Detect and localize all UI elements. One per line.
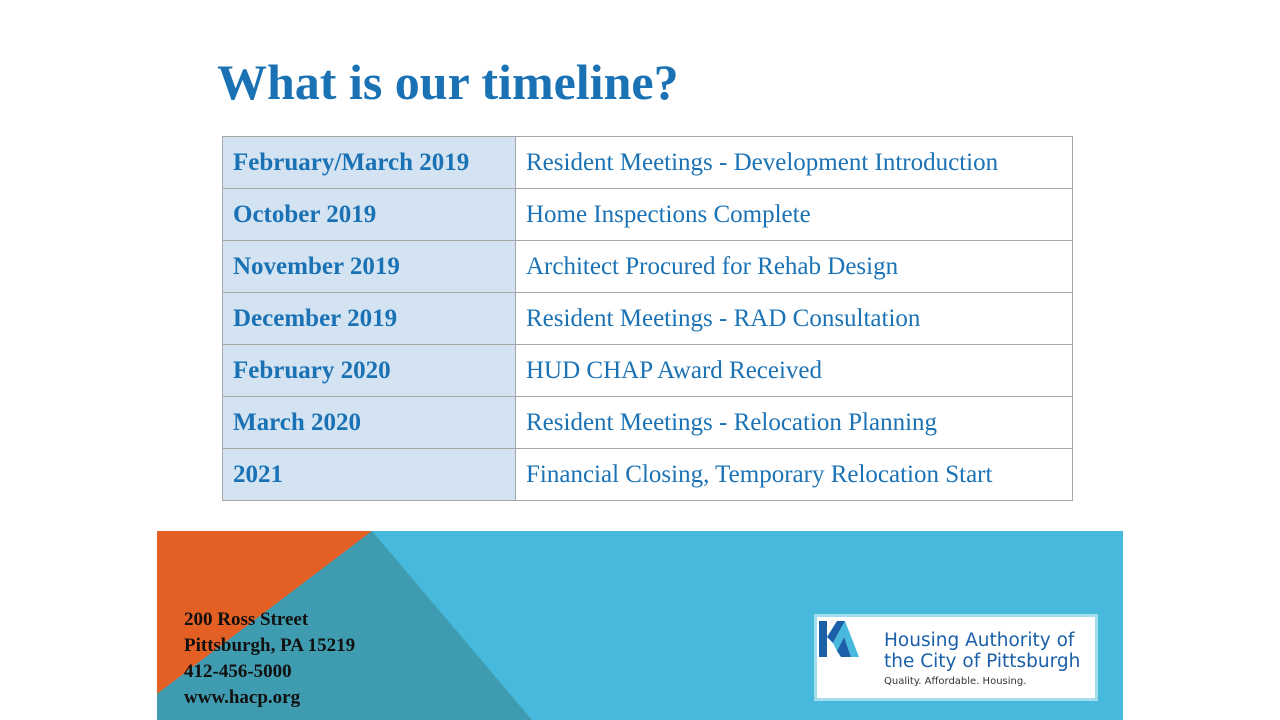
- logo-name: [884, 630, 1080, 672]
- timeline-event: HUD CHAP Award Received: [516, 345, 1073, 397]
- table-row: [223, 345, 1073, 397]
- timeline-event: Resident Meetings - RAD Consultation: [516, 293, 1073, 345]
- hacp-logo-icon: [817, 617, 861, 661]
- timeline-date: October 2019: [223, 189, 516, 241]
- table-row: [223, 241, 1073, 293]
- table-row: [223, 137, 1073, 189]
- timeline-event: Resident Meetings - Relocation Planning: [516, 397, 1073, 449]
- timeline-date: February/March 2019: [223, 137, 516, 189]
- contact-address: [184, 607, 355, 711]
- timeline-event: Financial Closing, Temporary Relocation Start: [516, 449, 1073, 501]
- logo-tagline: Quality. Affordable. Housing.: [884, 676, 1027, 687]
- timeline-date: 2021: [223, 449, 516, 501]
- address-city: Pittsburgh, PA 15219: [184, 635, 356, 656]
- slide-title: What is our timeline?: [217, 54, 679, 110]
- footer-banner: [157, 531, 1123, 720]
- timeline-date: February 2020: [223, 345, 516, 397]
- timeline-event: Architect Procured for Rehab Design: [516, 241, 1073, 293]
- table-row: [223, 293, 1073, 345]
- table-row: [223, 397, 1073, 449]
- hacp-logo: [817, 617, 1095, 698]
- timeline-table: [222, 136, 1073, 501]
- contact-phone: 412-456-5000: [184, 661, 292, 682]
- contact-website: www.hacp.org: [184, 687, 301, 708]
- table-row: [223, 449, 1073, 501]
- timeline-date: March 2020: [223, 397, 516, 449]
- table-row: [223, 189, 1073, 241]
- timeline-date: November 2019: [223, 241, 516, 293]
- timeline-event: Resident Meetings - Development Introduction: [516, 137, 1073, 189]
- logo-name-line1: Housing Authority of: [884, 630, 1075, 651]
- timeline-date: December 2019: [223, 293, 516, 345]
- address-street: 200 Ross Street: [184, 609, 309, 630]
- logo-name-line2: the City of Pittsburgh: [884, 651, 1081, 672]
- timeline-event: Home Inspections Complete: [516, 189, 1073, 241]
